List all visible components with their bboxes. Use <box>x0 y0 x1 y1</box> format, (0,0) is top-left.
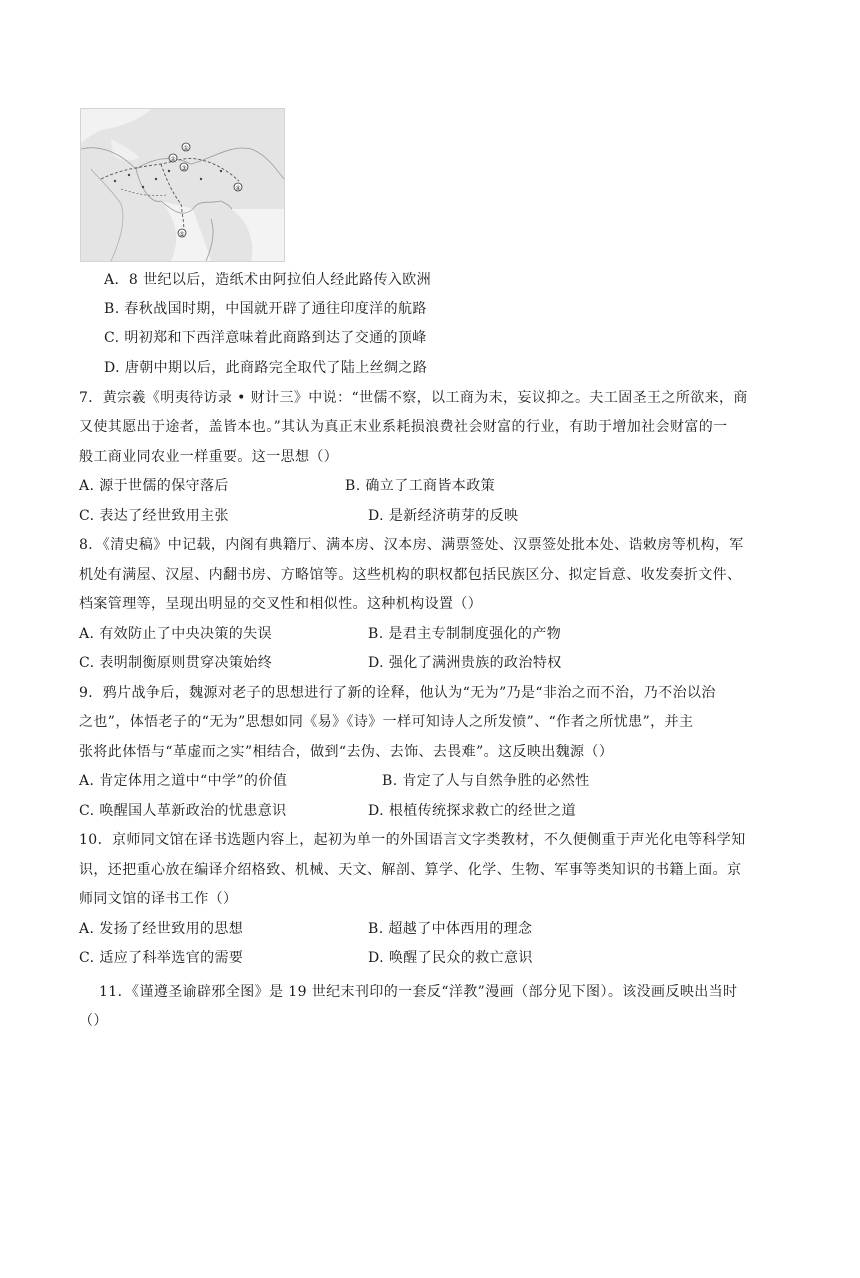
q10-option-c[interactable]: C. 适应了科举选官的需要 <box>79 950 244 966</box>
q8-stem-line-3: 档案管理等，呈现出明显的交叉性和相似性。这种机构设置（） <box>79 596 483 612</box>
q6-option-b[interactable]: B. 春秋战国时期，中国就开辟了通往印度洋的航路 <box>104 301 427 317</box>
map-graphic <box>81 109 284 261</box>
q7-option-c[interactable]: C. 表达了经世致用主张 <box>79 508 229 524</box>
svg-text:③: ③ <box>181 165 187 172</box>
q9-option-c[interactable]: C. 唤醒国人革新政治的忧患意识 <box>79 803 287 819</box>
q10-option-b[interactable]: B. 超越了中体西用的理念 <box>368 921 533 937</box>
q10-stem-line-1: 10．京师同文馆在译书选题内容上，起初为单一的外国语言文字类教材，不久便侧重于声光化电等科学知 <box>79 832 746 848</box>
q9-stem-line-2: 之也”，体悟老子的“无为”思想如同《易》《诗》一样可知诗人之所发愤”、“作者之所忧患”，并主 <box>79 714 694 730</box>
q10-stem-line-2: 识，还把重心放在编译介绍格致、机械、天文、解剖、算学、化学、生物、军事等类知识的书籍上面。京 <box>79 862 742 878</box>
q9-option-b[interactable]: B. 肯定了人与自然争胜的必然性 <box>382 773 590 789</box>
q11-stem-line-2: （） <box>79 1013 108 1029</box>
svg-text:④: ④ <box>235 185 241 192</box>
q8-option-d[interactable]: D. 强化了满洲贵族的政治特权 <box>368 655 562 671</box>
q8-stem-line-2: 机处有满屋、汉屋、内翻书房、方略馆等。这些机构的职权都包括民族区分、拟定旨意、收发奏折文件、 <box>79 567 742 583</box>
q7-stem-line-3: 般工商业同农业一样重要。这一思想（） <box>79 449 339 465</box>
q9-option-d[interactable]: D. 根植传统探求救亡的经世之道 <box>368 803 577 819</box>
q9-stem-line-3: 张将此体悟与“革虚而之实”相结合，做到“去伪、去饰、去畏难”。这反映出魏源（） <box>79 744 614 760</box>
silk-road-map-figure <box>80 108 285 262</box>
q7-stem-line-1: 7．黄宗羲《明夷待访录 • 财计三》中说：“世儒不察，以工商为末，妄议抑之。夫工固圣王之所欲来，商 <box>79 390 748 406</box>
q9-stem-line-1: 9．鸦片战争后，魏源对老子的思想进行了新的诠释，他认为“无为”乃是“非治之而不治，乃不治以治 <box>79 685 716 701</box>
q8-option-a[interactable]: A. 有效防止了中央决策的失误 <box>79 626 273 642</box>
q10-option-a[interactable]: A. 发扬了经世致用的思想 <box>79 921 244 937</box>
q7-option-d[interactable]: D. 是新经济萌芽的反映 <box>368 508 519 524</box>
q6-option-a[interactable]: A．8 世纪以后，造纸术由阿拉伯人经此路传入欧洲 <box>104 272 432 288</box>
q9-option-a[interactable]: A. 肯定体用之道中“中学”的价值 <box>79 773 288 789</box>
q7-option-a[interactable]: A. 源于世儒的保守落后 <box>79 478 229 494</box>
q10-option-d[interactable]: D. 唤醒了民众的救亡意识 <box>368 950 533 966</box>
svg-text:①: ① <box>183 145 189 152</box>
q11-stem-line-1: 11．《谨遵圣谕辟邪全图》是 19 世纪末刊印的一套反“洋教”漫画（部分见下图）。该没画反映出当时 <box>99 984 738 1000</box>
svg-text:②: ② <box>170 156 176 163</box>
q8-option-b[interactable]: B. 是君主专制制度强化的产物 <box>368 626 562 642</box>
q6-option-d[interactable]: D. 唐朝中期以后，此商路完全取代了陆上丝绸之路 <box>104 360 428 376</box>
q7-option-b[interactable]: B. 确立了工商皆本政策 <box>345 478 495 494</box>
q7-stem-line-2: 又使其愿出于途者，盖皆本也。”其认为真正末业系耗损浪费社会财富的行业，有助于增加社会财富的一 <box>79 419 728 435</box>
svg-text:⑤: ⑤ <box>179 231 185 238</box>
q10-stem-line-3: 师同文馆的译书工作（） <box>79 891 238 907</box>
q6-option-c[interactable]: C. 明初郑和下西洋意味着此商路到达了交通的顶峰 <box>104 330 427 346</box>
q8-option-c[interactable]: C. 表明制衡原则贯穿决策始终 <box>79 655 273 671</box>
q8-stem-line-1: 8．《清史稿》中记载，内阁有典籍厅、满本房、汉本房、满票签处、汉票签处批本处、诰敕房等机构，军 <box>79 537 744 553</box>
